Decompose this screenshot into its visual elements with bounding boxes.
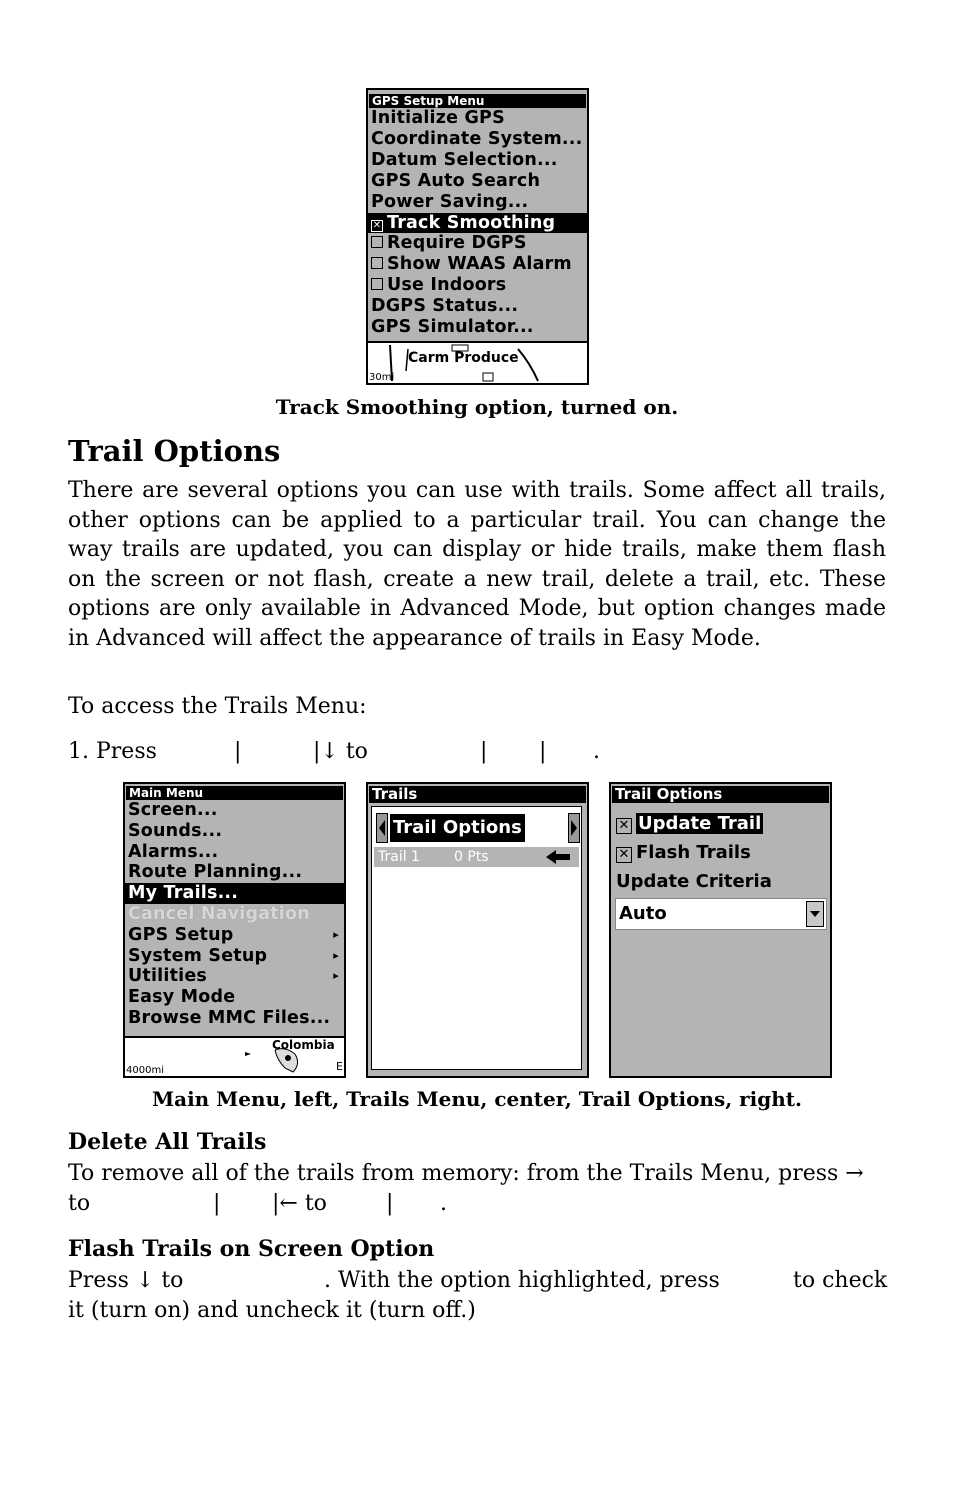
main-menu-item-label: System Setup <box>128 945 268 966</box>
gps-menu-item-label: Initialize GPS <box>371 108 505 128</box>
main-menu-item[interactable] <box>125 821 344 842</box>
caption-track-smoothing: Track Smoothing option, turned on. <box>275 395 679 419</box>
section-title: Trail Options <box>68 434 281 468</box>
main-menu-item[interactable] <box>125 966 344 987</box>
gps-menu-item[interactable] <box>368 213 587 234</box>
main-menu-item[interactable] <box>125 946 344 967</box>
trail-points: 0 Pts <box>454 849 489 865</box>
main-menu-item[interactable] <box>125 800 344 821</box>
trail-options-screen <box>609 782 832 1078</box>
dropdown-arrow-icon[interactable] <box>806 901 824 927</box>
caption-menus: Main Menu, left, Trails Menu, center, Trail Options, right. <box>151 1087 803 1111</box>
main-menu-item-label: Browse MMC Files... <box>128 1007 331 1028</box>
trail-name: Trail 1 <box>378 849 420 865</box>
unchecked-box-icon[interactable] <box>371 278 383 290</box>
main-menu-item[interactable] <box>125 862 344 883</box>
gps-menu-item-label: Use Indoors <box>387 275 507 296</box>
trails-title: Trails <box>369 786 586 803</box>
tab-right-arrow-icon[interactable] <box>568 813 580 843</box>
intro-paragraph: There are several options you can use with trails. Some affect all trails, other options can be applied to a particular trail. You can change the way trails are updated, you can display or hide trails, make them flash on the screen or not flash, create a new trail, delete a trail, etc. These options are only available in Advanced Mode, but option changes made in Advanced will affect the appearance of trails in Easy Mode. <box>68 478 886 651</box>
update-criteria-select[interactable] <box>615 898 827 930</box>
main-menu-item-label: Route Planning... <box>128 862 303 883</box>
gps-menu-item[interactable] <box>368 233 587 254</box>
map-place-label: Carm Produce <box>408 350 519 366</box>
gps-menu-item[interactable] <box>368 254 587 275</box>
submenu-arrow-icon: ▸ <box>333 948 339 962</box>
main-map-place: Colombia <box>272 1038 335 1052</box>
delete-line-1: To remove all of the trails from memory: from the Trails Menu, press → <box>68 1161 864 1186</box>
gps-menu-item[interactable] <box>368 317 587 338</box>
checked-box-icon[interactable]: ✕ <box>372 219 382 231</box>
flash-trails-label: Flash Trails <box>636 842 751 863</box>
map-strip <box>368 341 587 383</box>
main-map-scale: 4000mi <box>126 1065 164 1076</box>
main-menu-item[interactable] <box>125 987 344 1008</box>
trail-options-tab[interactable] <box>376 813 581 843</box>
flash-title: Flash Trails on Screen Option <box>68 1236 435 1262</box>
map-scale-label: 30mi <box>369 372 395 383</box>
main-menu-item-label: My Trails... <box>128 883 239 904</box>
main-menu-item-label: Screen... <box>128 800 218 820</box>
main-map-edge: E <box>336 1060 343 1073</box>
gps-menu-item-label: Datum Selection... <box>371 149 558 170</box>
trails-white-area <box>371 806 582 1070</box>
main-menu-item-label: Utilities <box>128 966 208 987</box>
gps-menu-item-label: Power Saving... <box>371 191 529 212</box>
flash-trails-checkbox-icon[interactable]: ✕ <box>616 847 632 863</box>
flash-line-2: it (turn on) and uncheck it (turn off.) <box>68 1298 476 1323</box>
update-trail-checkbox-icon[interactable]: ✕ <box>616 818 632 834</box>
update-trail-option[interactable] <box>616 813 763 835</box>
gps-menu-item-label: DGPS Status... <box>371 296 519 317</box>
flash-trails-option[interactable] <box>616 842 751 864</box>
gps-menu-item[interactable] <box>368 129 587 150</box>
delete-title: Delete All Trails <box>68 1129 267 1155</box>
main-menu-item[interactable] <box>125 842 344 863</box>
main-menu-item-label: Sounds... <box>128 820 223 841</box>
tab-left-arrow-icon[interactable] <box>376 813 388 843</box>
gps-menu-item[interactable] <box>368 150 587 171</box>
main-menu-item-label: GPS Setup <box>128 924 234 945</box>
trail-options-title: Trail Options <box>612 786 829 803</box>
trails-screen <box>366 782 589 1078</box>
gps-menu-item-label: Show WAAS Alarm <box>387 254 572 275</box>
gps-menu-item-label: Coordinate System... <box>371 128 583 149</box>
main-menu-item[interactable] <box>125 904 344 925</box>
access-line: To access the Trails Menu: <box>68 694 367 719</box>
criteria-value: Auto <box>619 903 667 924</box>
gps-menu-item-label: GPS Auto Search <box>371 170 541 191</box>
main-menu-item-label: Easy Mode <box>128 987 236 1008</box>
gps-menu-item[interactable] <box>368 296 587 317</box>
gps-menu-item[interactable] <box>368 192 587 213</box>
main-menu-item[interactable] <box>125 883 344 904</box>
unchecked-box-icon[interactable] <box>371 236 383 248</box>
unchecked-box-icon[interactable] <box>371 257 383 269</box>
gps-menu-item-label: GPS Simulator... <box>371 317 534 338</box>
trail-color-arrow-icon <box>544 847 574 867</box>
main-menu-item-label: Alarms... <box>128 841 219 862</box>
gps-setup-title: GPS Setup Menu <box>369 94 586 108</box>
main-menu-item[interactable] <box>125 1008 344 1029</box>
main-menu-title: Main Menu <box>126 786 343 800</box>
trail-row[interactable] <box>374 847 579 867</box>
update-trail-label: Update Trail <box>638 813 762 834</box>
main-menu-item[interactable] <box>125 925 344 946</box>
main-map-strip <box>125 1036 344 1076</box>
gps-menu-item-label: Track Smoothing <box>387 212 556 233</box>
main-menu-item-label: Cancel Navigation <box>128 903 310 924</box>
tab-label[interactable]: Trail Options <box>390 814 525 842</box>
submenu-arrow-icon: ▸ <box>333 969 339 983</box>
main-menu-screen <box>123 782 346 1078</box>
update-criteria-label: Update Criteria <box>616 871 772 892</box>
submenu-arrow-icon: ▸ <box>333 927 339 941</box>
gps-menu-item-label: Require DGPS <box>387 233 527 254</box>
gps-menu-item[interactable] <box>368 171 587 192</box>
gps-menu-item[interactable] <box>368 108 587 129</box>
gps-setup-screen <box>366 88 589 385</box>
gps-menu-item[interactable] <box>368 275 587 296</box>
